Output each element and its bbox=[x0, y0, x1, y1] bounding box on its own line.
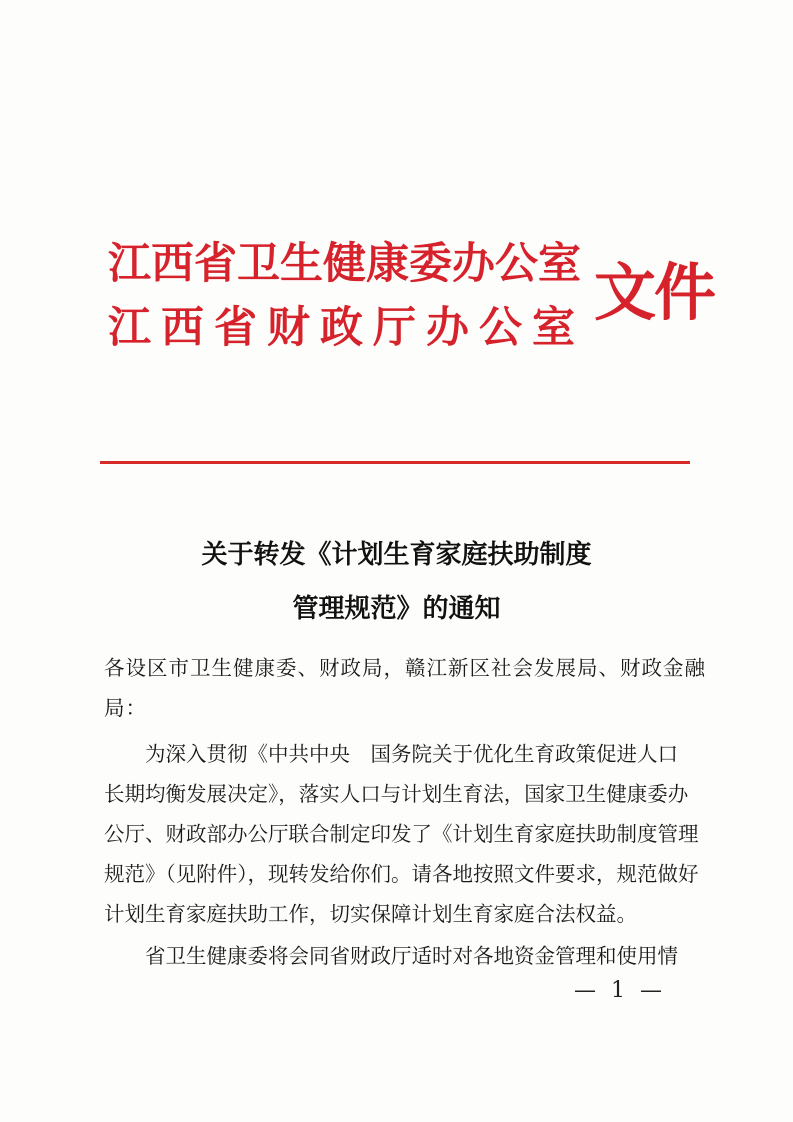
body-paragraph-2 bbox=[104, 936, 694, 976]
paragraph-1-line-2: 长期均衡发展决定》，落实人口与计划生育法，国家卫生健康委办 bbox=[104, 782, 689, 806]
header-separator-rule bbox=[100, 461, 690, 464]
paragraph-1-line-1: 为深入贯彻《中共中央 国务院关于优化生育政策促进人口 bbox=[145, 742, 678, 766]
paragraph-2-line-1: 省卫生健康委将会同省财政厅适时对各地资金管理和使用情 bbox=[145, 944, 678, 968]
document-header bbox=[108, 232, 715, 362]
body-paragraph-1 bbox=[104, 734, 699, 934]
issuer-line-1: 江西省卫生健康委办公室 bbox=[108, 239, 581, 289]
paragraph-1-line-5: 计划生育家庭扶助工作，切实保障计划生育家庭合法权益。 bbox=[104, 902, 637, 926]
addressee-line-2: 局： bbox=[104, 696, 147, 720]
document-type-label: 文件 bbox=[594, 256, 715, 329]
paragraph-1-line-3: 公厅、财政部办公厅联合制定印发了《计划生育家庭扶助制度管理 bbox=[104, 822, 699, 846]
addressee bbox=[104, 648, 706, 728]
document-title-line-2: 管理规范》的通知 bbox=[292, 594, 501, 624]
paragraph-1-line-4: 规范》（见附件），现转发给你们。请各地按照文件要求，规范做好 bbox=[104, 862, 699, 886]
page-number: — 1 — bbox=[574, 978, 666, 1003]
addressee-line-1: 各设区市卫生健康委、财政局，赣江新区社会发展局、财政金融 bbox=[104, 656, 706, 680]
issuer-line-2: 江西省财政厅办公室 bbox=[108, 303, 585, 353]
document-title-line-1: 关于转发《计划生育家庭扶助制度 bbox=[201, 540, 592, 570]
